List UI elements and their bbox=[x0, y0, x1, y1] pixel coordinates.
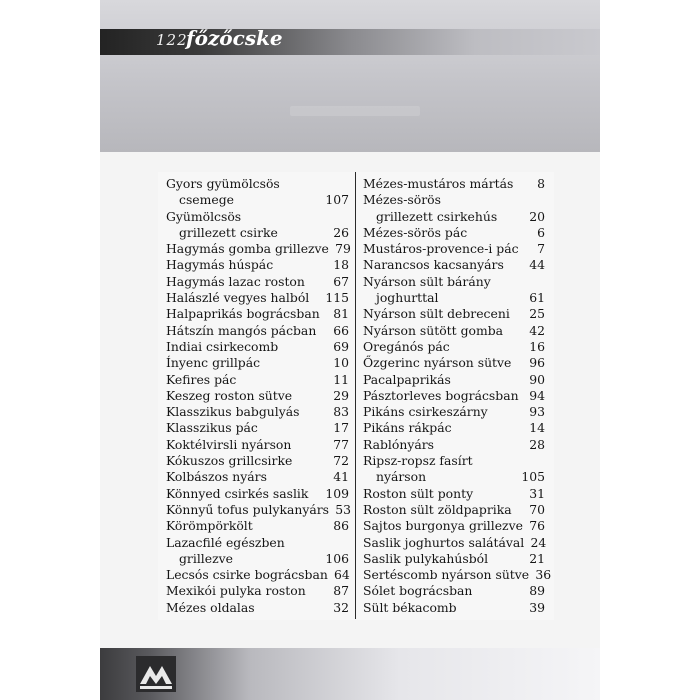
page-ref: 107 bbox=[325, 192, 349, 208]
page-ref: 76 bbox=[529, 518, 545, 534]
recipe-name: Roston sült zöldpaprika bbox=[363, 501, 512, 517]
recipe-name: joghurttal bbox=[376, 290, 439, 306]
page-ref: 61 bbox=[529, 290, 545, 306]
index-column-left bbox=[166, 176, 349, 616]
recipe-name: nyárson bbox=[376, 469, 427, 485]
recipe-name: Rablónyárs bbox=[363, 436, 435, 452]
recipe-name: Saslik joghurtos salátával bbox=[363, 534, 525, 550]
index-entry bbox=[166, 192, 349, 208]
index-entry bbox=[166, 420, 349, 436]
index-entry bbox=[166, 404, 349, 420]
index-entry bbox=[166, 600, 349, 616]
index-entry bbox=[166, 388, 349, 404]
recipe-name: Roston sült ponty bbox=[363, 485, 474, 501]
recipe-name: Lazacfilé egészben bbox=[166, 534, 285, 550]
index-entry bbox=[363, 306, 545, 322]
index-entry bbox=[166, 502, 349, 518]
index-entry bbox=[166, 290, 349, 306]
index-entry bbox=[363, 290, 545, 306]
index-entry bbox=[363, 420, 545, 436]
page-ref: 31 bbox=[529, 485, 545, 501]
page-ref: 66 bbox=[333, 322, 349, 338]
page-ref: 77 bbox=[333, 436, 349, 452]
recipe-name: Nyárson sütött gomba bbox=[363, 322, 504, 338]
recipe-name: Kókuszos grillcsirke bbox=[166, 453, 293, 469]
page-ref: 96 bbox=[529, 355, 545, 371]
recipe-name: Könnyű tofus pulykanyárs bbox=[166, 501, 329, 517]
recipe-name: Narancsos kacsanyárs bbox=[363, 257, 504, 273]
recipe-name: Ripsz-ropsz fasírt bbox=[363, 453, 473, 469]
index-entry bbox=[166, 274, 349, 290]
index-entry bbox=[363, 192, 545, 208]
index-entry bbox=[166, 551, 349, 567]
index-entry bbox=[363, 274, 545, 290]
page-ref: 90 bbox=[529, 371, 545, 387]
recipe-name: Mustáros-provence-i pác bbox=[363, 241, 519, 257]
recipe-name: Klasszikus babgulyás bbox=[166, 404, 300, 420]
index-entry bbox=[166, 372, 349, 388]
recipe-name: Koktélvirsli nyárson bbox=[166, 436, 292, 452]
page-ref: 70 bbox=[529, 501, 545, 517]
recipe-name: Kefires pác bbox=[166, 371, 237, 387]
index-entry bbox=[363, 323, 545, 339]
header-band bbox=[100, 0, 600, 152]
page-ref: 8 bbox=[537, 176, 545, 191]
index-entry bbox=[363, 583, 545, 599]
recipe-name: Pacalpaprikás bbox=[363, 371, 451, 387]
book-title: főzőcske bbox=[186, 26, 283, 50]
index-entry bbox=[166, 241, 349, 257]
book-page bbox=[100, 0, 600, 700]
recipe-name: Halászlé vegyes halból bbox=[166, 290, 310, 306]
recipe-name: Sólet bográcsban bbox=[363, 583, 473, 599]
page-ref: 81 bbox=[333, 306, 349, 322]
index-entry bbox=[166, 355, 349, 371]
page-ref: 10 bbox=[333, 355, 349, 371]
index-entry bbox=[363, 257, 545, 273]
page-ref: 28 bbox=[529, 436, 545, 452]
index-entry bbox=[363, 388, 545, 404]
index-entry bbox=[363, 355, 545, 371]
page-ref: 26 bbox=[333, 224, 349, 240]
page-ref: 87 bbox=[333, 583, 349, 599]
publisher-logo-icon bbox=[136, 656, 176, 692]
index-entry bbox=[363, 486, 545, 502]
page-ref: 105 bbox=[521, 469, 545, 485]
recipe-name: Halpaprikás bográcsban bbox=[166, 306, 320, 322]
index-entry bbox=[166, 257, 349, 273]
recipe-name: Kolbászos nyárs bbox=[166, 469, 267, 485]
index-entry bbox=[363, 339, 545, 355]
page-number: 122 bbox=[156, 31, 188, 49]
index-entry bbox=[363, 551, 545, 567]
recipe-name: Pásztorleves bográcsban bbox=[363, 387, 519, 403]
faded-watermark bbox=[290, 106, 420, 116]
recipe-name: Oregánós pác bbox=[363, 338, 450, 354]
page-ref: 115 bbox=[325, 290, 349, 306]
recipe-name: Sertéscomb nyárson sütve bbox=[363, 567, 530, 583]
page-ref: 32 bbox=[333, 599, 349, 615]
index-entry bbox=[166, 176, 349, 192]
page-ref: 41 bbox=[333, 469, 349, 485]
recipe-name: Nyárson sült debreceni bbox=[363, 306, 510, 322]
recipe-name: csemege bbox=[179, 192, 234, 208]
recipe-name: Hagymás húspác bbox=[166, 257, 274, 273]
recipe-name: Saslik pulykahúsból bbox=[363, 550, 489, 566]
page-ref: 53 bbox=[335, 501, 351, 517]
index-entry bbox=[363, 518, 545, 534]
index-entry bbox=[166, 225, 349, 241]
recipe-name: Hagymás lazac roston bbox=[166, 273, 305, 289]
page-ref: 20 bbox=[529, 208, 545, 224]
page-ref: 93 bbox=[529, 404, 545, 420]
index-entry bbox=[166, 583, 349, 599]
recipe-name: Keszeg roston sütve bbox=[166, 387, 293, 403]
index-entry bbox=[166, 323, 349, 339]
page-ref: 79 bbox=[335, 241, 351, 257]
recipe-name: Sült békacomb bbox=[363, 599, 457, 615]
index-entry bbox=[363, 437, 545, 453]
index-entry bbox=[363, 209, 545, 225]
page-ref: 106 bbox=[325, 550, 349, 566]
page-ref: 67 bbox=[333, 273, 349, 289]
index-entry bbox=[166, 518, 349, 534]
index-entry bbox=[363, 567, 552, 583]
page-ref: 36 bbox=[535, 567, 552, 583]
recipe-name: grillezve bbox=[179, 550, 233, 566]
index-entry bbox=[363, 404, 545, 420]
recipe-name: Hátszín mangós pácban bbox=[166, 322, 317, 338]
page-ref: 44 bbox=[529, 257, 545, 273]
page-ref: 89 bbox=[529, 583, 545, 599]
index-entry bbox=[363, 176, 545, 192]
index-entry bbox=[363, 600, 545, 616]
recipe-name: Gyors gyümölcsös bbox=[166, 176, 280, 191]
index-entry bbox=[166, 339, 349, 355]
page-ref: 6 bbox=[537, 224, 545, 240]
index-entry bbox=[363, 469, 545, 485]
index-entry bbox=[363, 241, 545, 257]
index-entry bbox=[166, 209, 349, 225]
column-divider bbox=[355, 172, 356, 619]
index-column-right bbox=[363, 176, 552, 616]
index-entry bbox=[166, 486, 349, 502]
recipe-name: Sajtos burgonya grillezve bbox=[363, 518, 523, 534]
page-ref: 64 bbox=[334, 567, 350, 583]
page-ref: 109 bbox=[325, 485, 349, 501]
page-ref: 24 bbox=[530, 534, 547, 550]
recipe-name: Indiai csirkecomb bbox=[166, 338, 279, 354]
page-ref: 69 bbox=[333, 338, 349, 354]
recipe-name: Klasszikus pác bbox=[166, 420, 258, 436]
recipe-name: grillezett csirkehús bbox=[376, 208, 498, 224]
page-ref: 14 bbox=[529, 420, 545, 436]
recipe-name: Lecsós csirke bográcsban bbox=[166, 567, 328, 583]
recipe-name: Ínyenc grillpác bbox=[166, 355, 261, 371]
page-ref: 16 bbox=[529, 338, 545, 354]
page-ref: 39 bbox=[529, 599, 545, 615]
index-entry bbox=[166, 567, 349, 583]
recipe-name: Pikáns rákpác bbox=[363, 420, 452, 436]
recipe-name: Mézes-sörös bbox=[363, 192, 441, 208]
index-entry bbox=[166, 469, 349, 485]
recipe-name: Könnyed csirkés saslik bbox=[166, 485, 309, 501]
recipe-name: Hagymás gomba grillezve bbox=[166, 241, 329, 257]
recipe-name: Pikáns csirkeszárny bbox=[363, 404, 488, 420]
page-ref: 11 bbox=[333, 371, 349, 387]
page-ref: 17 bbox=[333, 420, 349, 436]
page-ref: 21 bbox=[529, 550, 545, 566]
recipe-name: Gyümölcsös bbox=[166, 208, 242, 224]
index-entry bbox=[166, 453, 349, 469]
recipe-name: Őzgerinc nyárson sütve bbox=[363, 355, 512, 371]
index-entry bbox=[166, 306, 349, 322]
page-ref: 86 bbox=[333, 518, 349, 534]
page-ref: 29 bbox=[333, 387, 349, 403]
index-entry bbox=[166, 535, 349, 551]
recipe-name: Mézes oldalas bbox=[166, 599, 255, 615]
recipe-name: Nyárson sült bárány bbox=[363, 273, 491, 289]
index-entry bbox=[363, 535, 545, 551]
recipe-name: Körömpörkölt bbox=[166, 518, 253, 534]
page-ref: 42 bbox=[529, 322, 545, 338]
page-ref: 18 bbox=[333, 257, 349, 273]
index-entry bbox=[363, 453, 545, 469]
index-entry bbox=[363, 225, 545, 241]
index-entry bbox=[363, 502, 545, 518]
recipe-name: Mézes-sörös pác bbox=[363, 224, 468, 240]
recipe-index bbox=[158, 172, 554, 620]
page-ref: 72 bbox=[333, 453, 349, 469]
recipe-name: Mexikói pulyka roston bbox=[166, 583, 306, 599]
page-ref: 25 bbox=[529, 306, 545, 322]
page-ref: 83 bbox=[333, 404, 349, 420]
page-ref: 7 bbox=[537, 241, 545, 257]
index-entry bbox=[166, 437, 349, 453]
recipe-name: grillezett csirke bbox=[179, 224, 278, 240]
recipe-name: Mézes-mustáros mártás bbox=[363, 176, 514, 191]
index-entry bbox=[363, 372, 545, 388]
page-ref: 94 bbox=[529, 387, 545, 403]
